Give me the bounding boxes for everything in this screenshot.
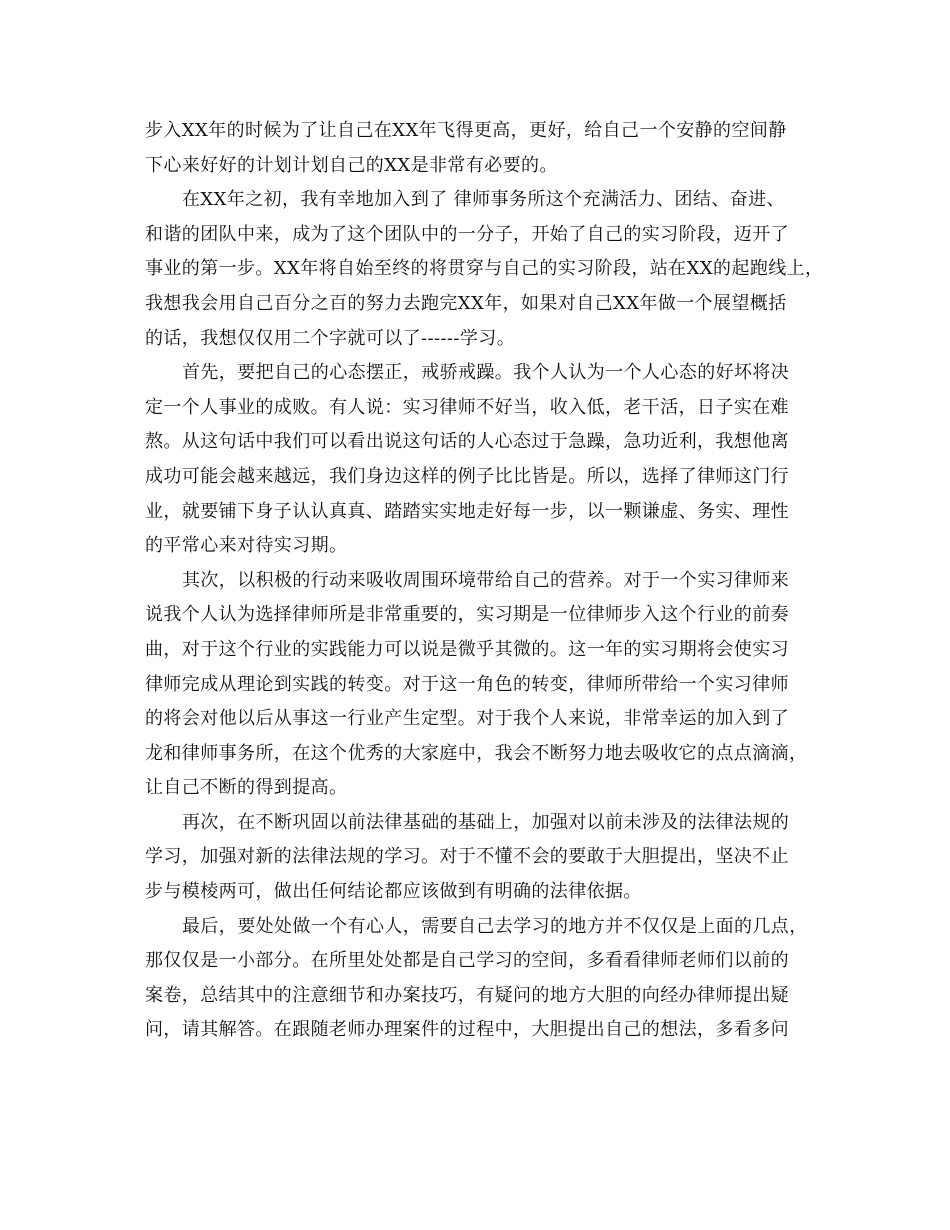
paragraph-start-line: 再次，在不断巩固以前法律基础的基础上，加强对以前未涉及的法律法规的 (182, 811, 790, 833)
text-line: 问，请其解答。在跟随老师办理案件的过程中，大胆提出自己的想法，多看多问 (145, 1019, 789, 1041)
paragraph-start-line: 最后，要处处做一个有心人，需要自己去学习的地方并不仅仅是上面的几点， (182, 915, 808, 937)
text-line: 的将会对他以后从事这一行业产生定型。对于我个人来说，非常幸运的加入到了 (145, 708, 789, 730)
paragraph-start-line: 在XX年之初，我有幸地加入到了 律师事务所这个充满活力、团结、奋进、 (182, 189, 785, 211)
text-line: 学习，加强对新的法律法规的学习。对于不懂不会的要敢于大胆提出，坚决不止 (145, 846, 789, 868)
paragraph-start-line: 首先，要把自己的心态摆正，戒骄戒躁。我个人认为一个人心态的好坏将决 (182, 362, 790, 384)
paragraph-start-line: 其次，以积极的行动来吸收周围环境带给自己的营养。对于一个实习律师来 (182, 569, 790, 591)
document-body (145, 114, 824, 1048)
text-line: 的平常心来对待实习期。 (145, 535, 348, 557)
text-line: 龙和律师事务所，在这个优秀的大家庭中，我会不断努力地去吸收它的点点滴滴， (145, 742, 808, 764)
text-line: 事业的第一步。XX年将自始至终的将贯穿与自己的实习阶段，站在XX的起跑线上， (145, 258, 824, 280)
text-line: 步入XX年的时候为了让自己在XX年飞得更高，更好，给自己一个安静的空间静 (145, 120, 787, 141)
text-line: 曲，对于这个行业的实践能力可以说是微乎其微的。这一年的实习期将会使实习 (145, 638, 789, 660)
text-line: 案卷，总结其中的注意细节和办案技巧，有疑问的地方大胆的向经办律师提出疑 (145, 984, 789, 1006)
text-line: 定一个人事业的成败。有人说：实习律师不好当，收入低，老干活，日子实在难 (145, 396, 789, 418)
text-line: 熬。从这句话中我们可以看出说这句话的人心态过于急躁，急功近利，我想他离 (145, 431, 789, 453)
text-line: 业，就要铺下身子认认真真、踏踏实实地走好每一步，以一颗谦虚、务实、理性 (145, 500, 789, 522)
text-line: 我想我会用自己百分之百的努力去跑完XX年，如果对自己XX年做一个展望概括 (145, 292, 787, 314)
text-line: 的话，我想仅仅用二个字就可以了------学习。 (145, 327, 516, 349)
text-line: 步与模棱两可，做出任何结论都应该做到有明确的法律依据。 (145, 881, 642, 903)
text-line: 让自己不断的得到提高。 (145, 777, 348, 799)
text-line: 说我个人认为选择律师所是非常重要的，实习期是一位律师步入这个行业的前奏 (145, 604, 789, 626)
text-line: 那仅仅是一小部分。在所里处处都是自己学习的空间，多看看律师老师们以前的 (145, 950, 789, 972)
text-line: 和谐的团队中来，成为了这个团队中的一分子，开始了自己的实习阶段，迈开了 (145, 223, 789, 245)
text-line: 律师完成从理论到实践的转变。对于这一角色的转变，律师所带给一个实习律师 (145, 673, 789, 695)
text-line: 成功可能会越来越远，我们身边这样的例子比比皆是。所以，选择了律师这门行 (145, 465, 789, 487)
text-line: 下心来好好的计划计划自己的XX是非常有必要的。 (145, 154, 558, 176)
